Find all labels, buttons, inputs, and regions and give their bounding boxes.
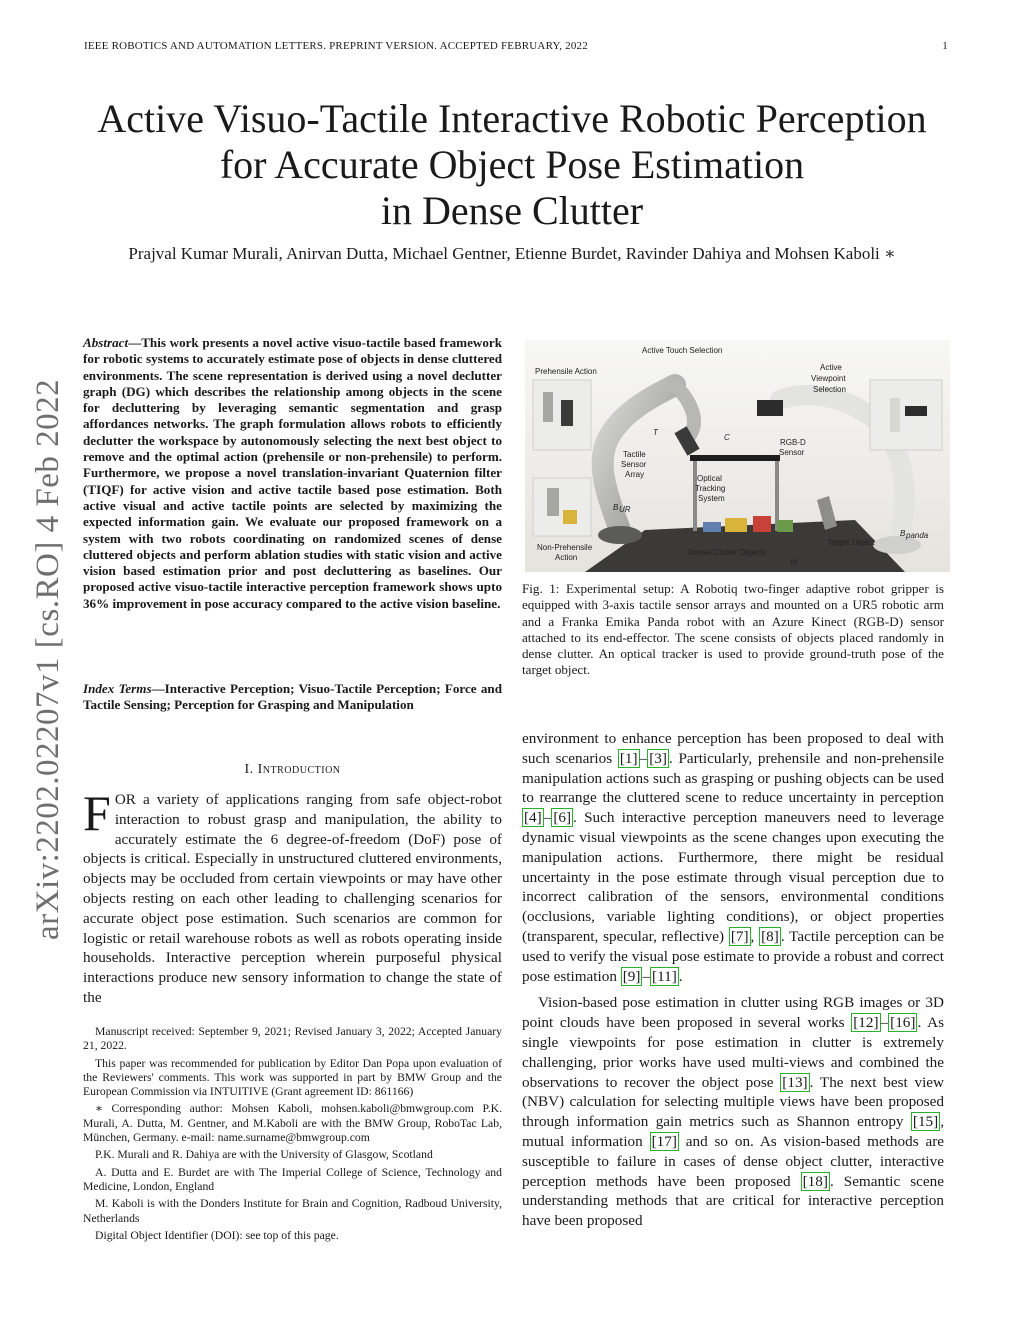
paragraph-vision-pose: Vision-based pose estimation in clutter using RGB images or 3D point clouds have been proposed in several works [12] – [16] . As single viewpoints for pose estimation in clutter is extremely challenging, prior works have used multi-views and combined the observations to recover the object pose [13] . The next best view (NBV) calculation for selecting multiple views have been proposed through information gain metrics such as Shannon entropy [15] , mutual information [17] and so on. As vision-based methods are susceptible to failure in cases of dense object clutter, interactive perception methods have been proposed [18] . Semantic scene understanding methods that are critical for interactive perception have been proposed (522, 994, 945, 1230)
title-line-3: in Dense Clutter (380, 188, 644, 233)
running-header (84, 40, 948, 52)
index-terms-text: —Interactive Perception; Visuo-Tactile Perception; Force and Tactile Sensing; Perception for Grasping and Manipulation (83, 681, 502, 713)
label-active-viewpoint-1: Active (820, 363, 842, 372)
title-line-2: for Accurate Object Pose Estimation (219, 142, 805, 187)
index-terms (83, 681, 502, 714)
ur5-base (598, 526, 642, 544)
footnote-2: This paper was recommended for publication by Editor Dan Popa upon evaluation of the Reviewers' comments. This work was supported in part by BMW Group and the European Commission via INTUITIVE (Grant agreement ID: 861166) (83, 1056, 502, 1099)
abstract-label: Abstract (83, 335, 129, 350)
title-line-1: Active Visuo-Tactile Interactive Robotic Perception (97, 96, 927, 141)
label-target: Target Object (827, 538, 875, 547)
inset-nonprehensile (533, 478, 591, 536)
label-tactile-2: Sensor (621, 460, 647, 469)
footnote-5: A. Dutta and E. Burdet are with The Imperial College of Science, Technology and Medicine, London, England (83, 1165, 502, 1193)
footnote-6: M. Kaboli is with the Donders Institute for Brain and Cognition, Radboud University, Netherlands (83, 1197, 502, 1225)
label-nonprehensile-2: Action (555, 553, 578, 562)
clutter-object-green (777, 520, 793, 532)
author-list: Prajval Kumar Murali, Anirvan Dutta, Michael Gentner, Etienne Burdet, Ravinder Dahiya and Mohsen Kaboli ∗ (128, 244, 896, 263)
caption-text: Experimental setup: A Robotiq two-finger adaptive robot gripper is equipped with 3-axis tactile sensor arrays and mounted on a UR5 robotic arm and a Franka Emika Panda robot with an Azure Kinect (RGB-D) sensor attached to its end-effector. The scene consists of objects placed randomly in dense clutter. An optical tracker is used to provide ground-truth pose of the target object. (522, 581, 944, 678)
intro-paragraph (83, 785, 502, 1008)
azure-kinect-sensor (757, 400, 783, 416)
citation-link[interactable]: [12] (853, 1014, 879, 1032)
label-active-touch: Active Touch Selection (642, 346, 723, 355)
citation-link[interactable]: [7] (730, 927, 749, 945)
label-tactile-3: Array (625, 470, 645, 479)
section-heading (83, 762, 502, 778)
label-tactile-1: Tactile (623, 450, 646, 459)
label-c: C (724, 433, 730, 442)
citation-link[interactable]: [6] (553, 809, 572, 827)
page-number: 1 (942, 40, 948, 52)
footnotes (83, 1025, 502, 1246)
footnote-1: Manuscript received: September 9, 2021; Revised January 3, 2022; Accepted January 21, 2022. (83, 1025, 502, 1053)
label-b-panda-subscript: panda (906, 531, 929, 540)
label-nonprehensile-1: Non-Prehensile (537, 543, 593, 552)
label-t: T (653, 428, 658, 437)
intro-text: OR a variety of applications ranging from safe object-robot interaction to robust grasp and manipulation, the ability to accurately estimate the 6 degree-of-freedom (DoF) pose of objects is critical. Especially in unstructured cluttered environments, objects may be occluded from certain viewpoints or may have other objects resting on each other leading to challenging scenarios for accurate object pose estimation. Such scenarios are common for logistic or retail warehouse robots as well as robots operating inside households. Interactive perception wherein purposeful physical interactions produce new sensory information to change the state of the (83, 791, 502, 1006)
clutter-object-yellow (725, 518, 747, 532)
label-optical-3: System (698, 494, 725, 503)
optical-tracking-bar (690, 455, 780, 461)
label-clutter: Dense Clutter Objects (688, 548, 767, 557)
label-rgbd-1: RGB-D (780, 438, 806, 447)
caption-label: Fig. 1: (522, 581, 560, 596)
clutter-object-red (753, 516, 771, 532)
label-optical-1: Optical (697, 474, 722, 483)
label-prehensile: Prehensile Action (535, 367, 597, 376)
citation-link[interactable]: [1] (619, 749, 638, 767)
label-active-viewpoint-2: Viewpoint (811, 374, 846, 383)
footnote-7: Digital Object Identifier (DOI): see top of this page. (95, 1228, 339, 1242)
citation-link[interactable]: [11] (652, 967, 677, 985)
paragraph-continued: environment to enhance perception has been proposed to deal with such scenarios [1] – [3] . Particularly, prehensile and non-prehensile manipulation actions such as grasping or pushing objects can be used to rearrange the cluttered scene to reduce uncertainty in perception [4] – [6] . Such interactive perception maneuvers need to leverage dynamic visual viewpoints as the scene changes upon executing the manipulation actions. Furthermore, there might be residual uncertainty in the pose estimate through visual perception due to incorrect calibration of the sensors, environmental conditions (occlusions, variable lighting conditions), or object properties (transparent, specular, reflective) [7] , [8] . Tactile perception can be used to verify the visual pose estimate to provide a robust and correct pose estimation [9] – [11] . (522, 730, 945, 985)
label-optical-2: Tracking (695, 484, 726, 493)
section-number: I. (244, 762, 254, 777)
abstract-text: —This work presents a novel active visuo-tactile based framework for robotic systems to accurately estimate pose of objects in dense cluttered environments. The scene representation is derived using a novel declutter graph (DG) which describes the relationship among objects in the scene for decluttering by leveraging semantic segmentation and grasp affordances networks. The graph formulation allows robots to efficiently declutter the workspace by autonomously selecting the next best object to remove and the optimal action (prehensile or non-prehensile) to perform. Furthermore, we propose a novel translation-invariant Quaternion filter (TIQF) for active vision and active tactile based pose estimation. Both active visual and active tactile points are selected by maximizing the expected information gain. We evaluate our proposed framework on a system with two robots coordinating on randomized scenes of dense cluttered objects and perform ablation studies with static vision and active vision based estimation prior and post decluttering as baselines. Our proposed active visuo-tactile interactive perception framework shows upto 36% improvement in pose accuracy compared to the active vision baseline. (83, 335, 502, 611)
index-terms-label: Index Terms (83, 681, 152, 696)
label-w: W (790, 558, 798, 567)
label-b-panda: B (900, 529, 906, 538)
citation-link[interactable]: [15] (912, 1113, 939, 1131)
citation-link[interactable]: [17] (651, 1132, 677, 1150)
footnote-3: ∗ Corresponding author: Mohsen Kaboli, mohsen.kaboli@bmwgroup.com P.K. Murali, A. Dutta, M. Gentner, and M.Kaboli are with the BMW Group, RoboTac Lab, München, Germany. e-mail: name.surname@bmwgroup.com (83, 1102, 502, 1145)
figure-1 (525, 340, 950, 572)
citation-link[interactable]: [8] (761, 927, 779, 945)
paper-title (40, 96, 984, 234)
figure-caption (522, 581, 944, 679)
citation-link[interactable]: [9] (622, 967, 641, 985)
experimental-setup-illustration (525, 340, 950, 572)
clutter-object-blue (703, 522, 721, 532)
label-b-ur-subscript: UR (619, 505, 631, 514)
label-active-viewpoint-3: Selection (813, 385, 846, 394)
label-b-ur: B (613, 503, 619, 512)
footnote-4: P.K. Murali and R. Dahiya are with the University of Glasgow, Scotland (95, 1148, 433, 1162)
arxiv-stamp: arXiv:2202.02207v1 [cs.RO] 4 Feb 2022 (30, 378, 66, 940)
section-title: Introduction (257, 762, 341, 777)
citation-link[interactable]: [18] (802, 1172, 828, 1190)
drop-cap: F (83, 785, 111, 841)
label-rgbd-2: Sensor (779, 448, 805, 457)
citation-link[interactable]: [16] (890, 1014, 916, 1032)
abstract (83, 335, 502, 612)
journal-header: IEEE ROBOTICS AND AUTOMATION LETTERS. PREPRINT VERSION. ACCEPTED FEBRUARY, 2022 (84, 40, 588, 52)
citation-link[interactable]: [13] (782, 1073, 808, 1091)
right-column-body (522, 729, 944, 1231)
citation-link[interactable]: [3] (649, 749, 667, 767)
citation-link[interactable]: [4] (524, 809, 542, 827)
